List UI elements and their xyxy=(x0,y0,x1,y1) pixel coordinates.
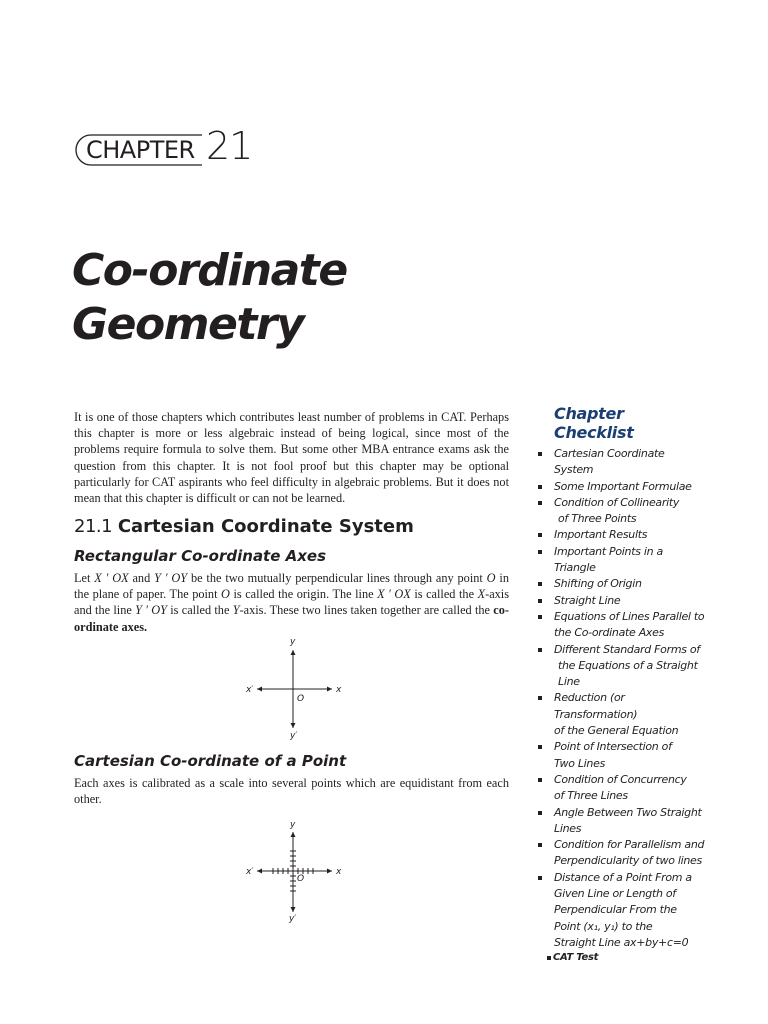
subsection-heading-point: Cartesian Co-ordinate of a Point xyxy=(74,752,347,770)
checklist-item-text: Straight Line ax+by+c=0 xyxy=(554,935,689,949)
checklist-item-text: Cartesian Coordinate System xyxy=(554,447,665,477)
bullet-icon xyxy=(538,745,542,749)
title-line-1: Co-ordinate xyxy=(72,245,347,296)
checklist-item-text: Straight Line xyxy=(554,593,621,607)
checklist-item-text: Line xyxy=(558,675,580,689)
checklist-item-text: Equations of Lines Parallel to xyxy=(554,609,705,623)
label-y-prime: y′ xyxy=(290,731,298,741)
checklist-item-text: Perpendicularity of two lines xyxy=(554,854,702,868)
checklist-item xyxy=(526,446,706,479)
bullet-icon xyxy=(538,501,542,505)
label-y-prime: y′ xyxy=(289,914,297,924)
chapter-number: 21 xyxy=(206,124,253,168)
checklist-item-text: of Three Points xyxy=(558,512,637,526)
bullet-icon xyxy=(538,485,542,489)
bullet-icon xyxy=(538,599,542,603)
checklist-item-text: Some Important Formulae xyxy=(554,479,692,493)
label-x-prime: x′ xyxy=(246,685,254,695)
chapter-label: CHAPTER xyxy=(86,136,195,164)
bullet-icon xyxy=(547,956,551,960)
label-y: y xyxy=(290,637,296,647)
checklist-item-text: Lines xyxy=(554,821,582,835)
checklist-item xyxy=(526,772,706,805)
title-line-2: Geometry xyxy=(72,299,304,350)
bullet-icon xyxy=(538,696,542,700)
checklist-item-text: Condition of Collinearity xyxy=(554,495,680,509)
checklist-item xyxy=(526,495,706,528)
intro-paragraph: It is one of those chapters which contributes least number of problems in CAT. Perhaps this chapter is more or less algebraic instead of being logical, since most of the problems require formula to solve them. But some other MBA entrance exams ask the question from this chapter. It is not fool proof but this chapter may be optional particularly for CAT aspirants who feel difficulty in algebraic problems. But it does not mean that this chapter is difficult or can not be learned. xyxy=(74,410,509,506)
checklist-item xyxy=(526,593,706,609)
checklist-item-text: Shifting of Origin xyxy=(554,577,642,591)
bullet-icon xyxy=(538,550,542,554)
checklist-list xyxy=(526,446,706,965)
label-x: x xyxy=(336,867,342,877)
checklist-item-text: Distance of a Point From a xyxy=(554,870,692,884)
section-heading xyxy=(74,516,414,537)
bullet-icon xyxy=(538,648,542,652)
chapter-checklist xyxy=(526,404,706,965)
bullet-icon xyxy=(538,811,542,815)
coordinate-axes-term: co-ordinate axes. xyxy=(74,603,509,634)
label-y: y xyxy=(290,820,296,830)
axes-diagram xyxy=(240,634,350,747)
checklist-item-text: Two Lines xyxy=(554,756,606,770)
bullet-icon xyxy=(538,452,542,456)
chapter-badge xyxy=(74,133,204,167)
checklist-item xyxy=(526,544,706,577)
checklist-item-text: Given Line or Length of xyxy=(554,887,676,901)
checklist-item-text: Perpendicular From the xyxy=(554,903,677,917)
checklist-item xyxy=(526,609,706,642)
page-title xyxy=(72,244,347,352)
bullet-icon xyxy=(538,778,542,782)
bullet-icon xyxy=(538,615,542,619)
checklist-item-text: Condition for Parallelism and xyxy=(554,838,705,852)
checklist-item xyxy=(526,479,706,495)
checklist-item-text: of the General Equation xyxy=(554,724,679,738)
point-paragraph: Each axes is calibrated as a scale into several points which are equidistant from each other. xyxy=(74,776,509,807)
axes-paragraph: Let X ′ OX and Y ′ OY be the two mutually perpendicular lines through any point O in the plane of paper. The point O is called the origin. The line X ′ OX is called the X-axis and the line Y ′ OY is called the Y-axis. These two lines taken together are called the co-ordinate axes. xyxy=(74,571,509,634)
bullet-icon xyxy=(538,533,542,537)
checklist-item-text: Important Points in a xyxy=(554,544,663,558)
checklist-item-text: Angle Between Two Straight xyxy=(554,805,702,819)
checklist-item-text: Point of Intersection of xyxy=(554,740,672,754)
checklist-item-text: the Co-ordinate Axes xyxy=(554,626,665,640)
checklist-item-text: of Three Lines xyxy=(554,789,628,803)
section-title: Cartesian Coordinate System xyxy=(117,516,414,537)
checklist-item-text: Important Results xyxy=(554,528,648,542)
label-x-prime: x′ xyxy=(246,867,254,877)
bullet-icon xyxy=(538,876,542,880)
label-origin: O xyxy=(297,694,305,704)
subsection-heading-axes: Rectangular Co-ordinate Axes xyxy=(74,547,327,565)
checklist-item-text: Condition of Concurrency xyxy=(554,772,687,786)
section-number: 21.1 xyxy=(74,516,113,537)
checklist-item xyxy=(526,527,706,543)
checklist-item xyxy=(526,690,706,739)
checklist-item-text: the Equations of a Straight xyxy=(558,658,698,672)
bullet-icon xyxy=(538,843,542,847)
checklist-item xyxy=(526,870,706,951)
label-x: x xyxy=(336,685,342,695)
checklist-item-text: Point (x₁, y₁) to the xyxy=(554,919,653,933)
checklist-title: Chapter Checklist xyxy=(554,404,634,442)
checklist-item-cat-test xyxy=(526,951,706,965)
checklist-item-text: Triangle xyxy=(554,561,596,575)
checklist-item xyxy=(526,837,706,870)
checklist-item-text: Different Standard Forms of xyxy=(554,642,700,656)
checklist-item-text: Reduction (or Transformation) xyxy=(554,691,638,721)
checklist-item xyxy=(526,576,706,592)
calibrated-axes-diagram xyxy=(240,818,350,931)
label-origin: O xyxy=(297,874,305,884)
cat-test-label: CAT Test xyxy=(553,952,599,964)
checklist-item xyxy=(526,739,706,772)
checklist-item xyxy=(526,642,706,691)
checklist-item xyxy=(526,805,706,838)
bullet-icon xyxy=(538,582,542,586)
